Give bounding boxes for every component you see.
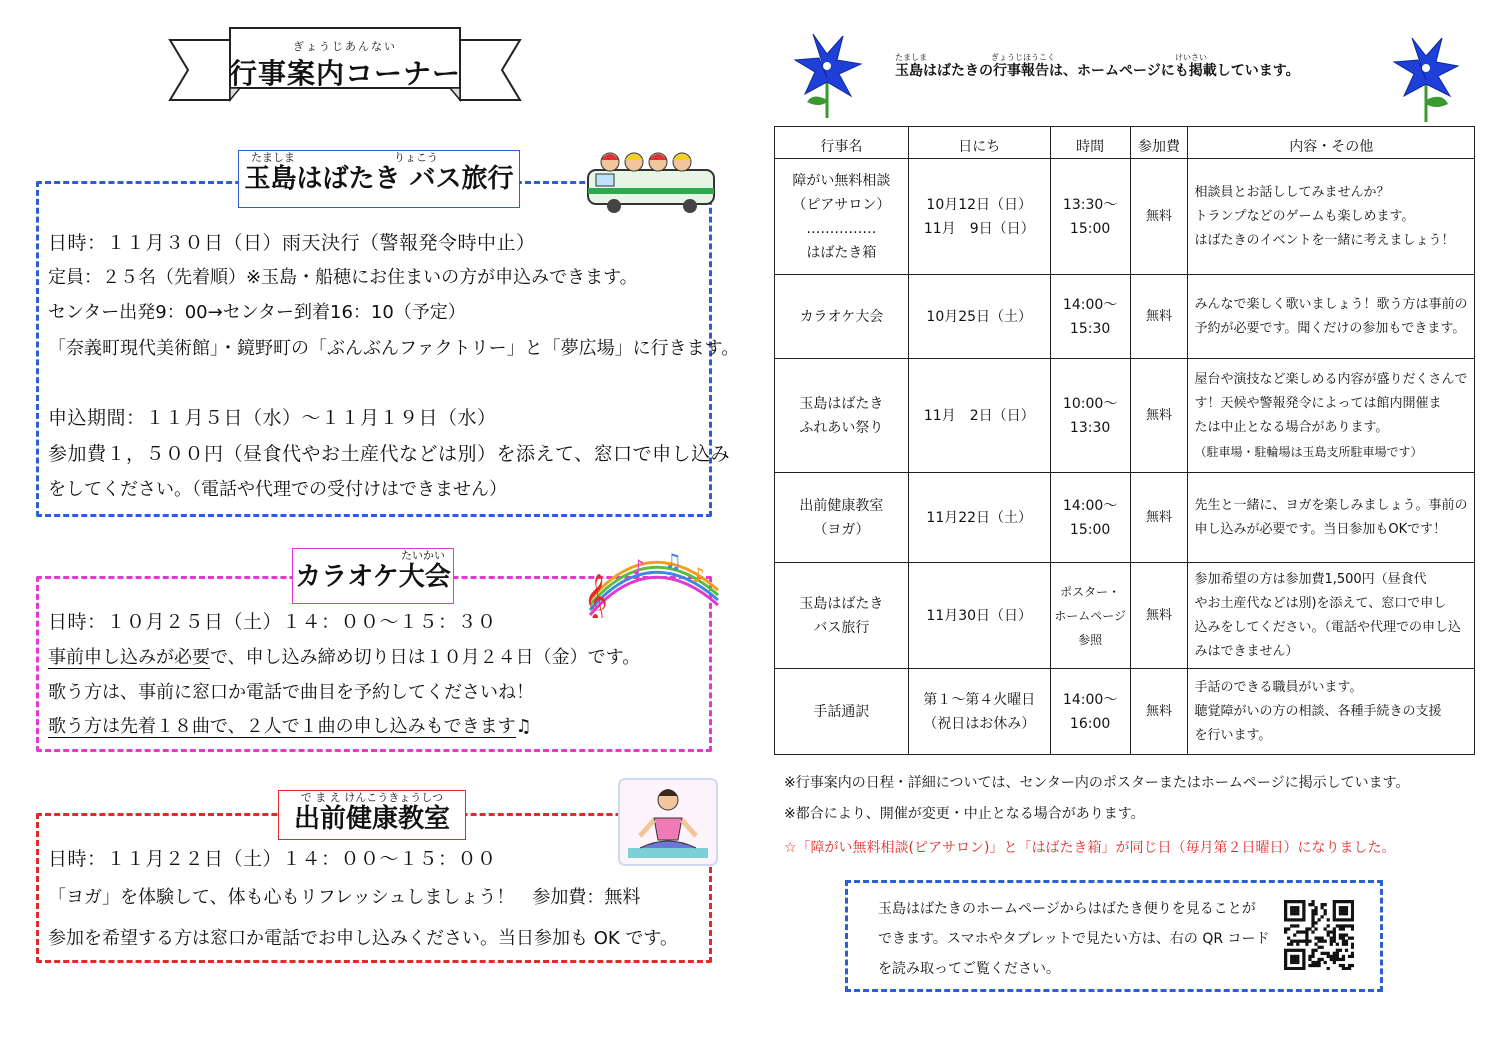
event-name-cell	[775, 359, 909, 473]
header-date: 日にち	[908, 127, 1050, 159]
karaoke-title-box	[292, 548, 454, 604]
time-line: ポスター・	[1060, 584, 1121, 599]
time-cell	[1050, 359, 1130, 473]
details-line: たは中止となる場合があります。	[1194, 419, 1389, 435]
health-line-application: 参加を希望する方は窓口か電話でお申し込みください。当日参加も OK です。	[48, 928, 678, 949]
details-line: 屋台や演技など楽しめる内容が盛りだくさんで	[1194, 371, 1468, 387]
event-name-line: 出前健康教室	[799, 497, 884, 514]
event-name-line: はばたき箱	[806, 244, 877, 261]
karaoke-line-deadline	[48, 648, 640, 668]
time-line: 16:00	[1069, 715, 1111, 732]
details-line: 予約が必要です。聞くだけの参加もできます。	[1194, 320, 1466, 336]
health-class-ruby: で ま え けんこうきょうしつ	[300, 791, 444, 804]
health-line-date: 日時：１１月２２日（土）１４：００～１５：００	[48, 848, 497, 870]
fee-cell: 無料	[1130, 473, 1188, 563]
table-row	[775, 359, 1475, 473]
health-line-description: 「ヨガ」を体験して、体も心もリフレッシュしましょう！ 参加費：無料	[48, 887, 641, 908]
details-cell	[1188, 159, 1475, 275]
report-ruby: たましま ぎょうじほうこく けいさい	[895, 53, 1207, 62]
header-event-name: 行事名	[775, 127, 909, 159]
time-cell	[1050, 275, 1130, 359]
header-time: 時間	[1050, 127, 1130, 159]
time-cell	[1050, 669, 1130, 755]
time-cell	[1050, 473, 1130, 563]
details-line: を行います。	[1194, 727, 1272, 743]
details-line: トランプなどのゲームも楽しめます。	[1194, 208, 1415, 224]
event-name-line: （ピアサロン）	[792, 196, 891, 213]
bus-trip-title-box	[238, 150, 520, 208]
bus-line-date: 日時：１１月３０日（日）雨天決行（警報発令時中止）	[48, 232, 536, 254]
health-class-title: 出前健康教室	[293, 804, 450, 834]
banner-ruby: ぎょうじあんない	[293, 40, 397, 53]
details-line: 申し込みが必要です。当日参加もOKです！	[1194, 521, 1447, 537]
details-cell	[1188, 563, 1475, 669]
svg-text:𝄞: 𝄞	[584, 574, 608, 618]
event-name-cell: カラオケ大会	[775, 275, 909, 359]
qr-text-line: 玉島はばたきのホームページからはばたき便りを見ることが	[878, 901, 1256, 917]
fee-cell: 無料	[1130, 669, 1188, 755]
karaoke-required-text: 事前申し込みが必要	[48, 647, 210, 668]
title-banner	[160, 18, 530, 110]
time-line: 13:30	[1069, 419, 1111, 436]
time-line: ホームページ	[1054, 608, 1126, 623]
date-line: 第１～第４火曜日	[923, 691, 1036, 708]
health-class-title-box	[278, 790, 466, 840]
event-name-cell	[775, 473, 909, 563]
karaoke-title: カラオケ大会	[295, 562, 451, 592]
details-line: 聴覚障がいの方の相談、各種手続きの支援	[1194, 703, 1442, 719]
date-cell	[908, 669, 1050, 755]
banner-title: 行事案内コーナー	[228, 57, 461, 90]
details-line: （駐車場・駐輪場は玉島支所駐車場です）	[1194, 444, 1423, 459]
details-line: 手話のできる職員がいます。	[1194, 679, 1363, 695]
table-header-row	[775, 127, 1475, 159]
bus-icon	[586, 150, 718, 218]
karaoke-deadline-text: で、申し込み締め切り日は１０月２４日（金）です。	[210, 647, 641, 668]
details-line: みんなで楽しく歌いましょう！歌う方は事前の	[1194, 296, 1468, 312]
details-cell	[1188, 275, 1475, 359]
fee-cell: 無料	[1130, 159, 1188, 275]
event-name-line: 玉島はばたき	[799, 395, 884, 412]
music-notes-icon	[580, 540, 722, 622]
event-name-cell	[775, 563, 909, 669]
time-line: 15:00	[1069, 220, 1111, 237]
date-line: （祝日はお休み）	[923, 715, 1036, 732]
time-line: 14:00～	[1062, 497, 1118, 514]
table-row	[775, 669, 1475, 755]
bus-line-application-period: 申込期間：１１月５日（水）～１１月１９日（水）	[48, 407, 497, 429]
date-cell: 11月22日（土）	[908, 473, 1050, 563]
details-line: 先生と一緒に、ヨガを楽しみましょう。事前の	[1194, 497, 1468, 513]
time-line: 14:00～	[1062, 296, 1118, 313]
time-line: 参照	[1078, 632, 1103, 647]
header-details: 内容・その他	[1188, 127, 1475, 159]
bellflower-icon-left	[793, 30, 863, 124]
fee-cell: 無料	[1130, 563, 1188, 669]
bus-line-destinations: 「奈義町現代美術館」・鏡野町の「ぶんぶんファクトリー」と「夢広場」に行きます。	[48, 338, 740, 359]
date-cell	[908, 159, 1050, 275]
svg-text:♪: ♪	[692, 563, 705, 587]
details-line: 参加希望の方は参加費1,500円（昼食代	[1194, 571, 1427, 587]
bellflower-icon-right	[1390, 34, 1460, 128]
fee-cell: 無料	[1130, 359, 1188, 473]
details-cell	[1188, 359, 1475, 473]
report-text: 玉島はばたきの行事報告は、ホームページにも掲載しています。	[895, 63, 1300, 79]
karaoke-line-reserve: 歌う方は、事前に窓口か電話で曲目を予約してくださいね！	[48, 682, 534, 703]
time-line: 15:30	[1069, 320, 1111, 337]
bus-line-schedule: センター出発9：00→センター到着16：10（予定）	[48, 302, 466, 323]
event-name-line: 障がい無料相談	[792, 172, 891, 189]
bus-line-capacity: 定員：２５名（先着順）※玉島・船穂にお住まいの方が申込みできます。	[48, 267, 638, 288]
yoga-icon	[618, 778, 718, 870]
time-line: 14:00～	[1062, 691, 1118, 708]
time-cell	[1050, 159, 1130, 275]
bus-line-fee: 参加費１，５００円（昼食代やお土産代などは別）を添えて、窓口で申し込み	[48, 443, 731, 465]
qr-code[interactable]	[1284, 900, 1354, 974]
date-cell: 11月30日（日）	[908, 563, 1050, 669]
svg-text:♪: ♪	[632, 555, 645, 579]
table-row	[775, 473, 1475, 563]
details-line: 相談員とお話ししてみませんか？	[1194, 184, 1390, 200]
date-cell: 10月25日（土）	[908, 275, 1050, 359]
table-row	[775, 275, 1475, 359]
details-line: 込みをしてください。（電話や代理での申し込	[1194, 619, 1461, 635]
karaoke-limit-text: 歌う方は先着１８曲で、２人で１曲の申し込みもできます	[48, 716, 516, 737]
time-cell	[1050, 563, 1130, 669]
details-line: はばたきのイベントを一緒に考えましょう！	[1194, 232, 1455, 248]
time-line: 13:30～	[1062, 196, 1118, 213]
event-name-line: ふれあい祭り	[799, 419, 884, 436]
schedule-table	[774, 126, 1475, 755]
bus-trip-ruby: たましま りょこう	[251, 151, 438, 164]
karaoke-line-limit	[48, 717, 532, 737]
note-peer-salon: ☆「障がい無料相談(ピアサロン)」と「はばたき箱」が同じ日（毎月第２日曜日）になりました。	[784, 840, 1396, 856]
details-line: やお土産代などは別)を添えて、窓口で申し	[1194, 595, 1447, 611]
note-schedule-details: ※行事案内の日程・詳細については、センター内のポスターまたはホームページに掲示しています。	[784, 775, 1410, 791]
qr-text-line: できます。スマホやタブレットで見たい方は、右の QR コード	[878, 931, 1270, 947]
table-row	[775, 159, 1475, 275]
note-changes: ※都合により、開催が変更・中止となる場合があります。	[784, 806, 1145, 822]
svg-text:♫: ♫	[664, 549, 682, 573]
karaoke-ruby: たいかい	[401, 549, 445, 562]
time-line: 15:00	[1069, 521, 1111, 538]
time-line: 10:00～	[1062, 395, 1118, 412]
event-name-line: ……………	[806, 220, 877, 237]
details-cell	[1188, 669, 1475, 755]
date-cell: 11月 2日（日）	[908, 359, 1050, 473]
qr-text-line: を読み取ってご覧ください。	[878, 961, 1060, 977]
header-fee: 参加費	[1130, 127, 1188, 159]
fee-cell: 無料	[1130, 275, 1188, 359]
event-name-line: （ヨガ）	[813, 521, 870, 538]
details-line: みはできません）	[1194, 643, 1299, 659]
details-cell	[1188, 473, 1475, 563]
music-note-icon: ♫	[515, 716, 532, 737]
date-line: 10月12日（日）	[926, 196, 1033, 213]
bus-trip-title: 玉島はばたき バス旅行	[244, 164, 514, 194]
bus-line-note: をしてください。（電話や代理での受付けはできません）	[48, 479, 507, 500]
event-name-cell: 手話通訳	[775, 669, 909, 755]
date-line: 11月 9日（日）	[923, 220, 1035, 237]
event-name-line: 玉島はばたき	[799, 595, 884, 612]
table-row	[775, 563, 1475, 669]
karaoke-line-date: 日時：１０月２５日（土）１４：００～１５：３０	[48, 611, 497, 633]
event-name-cell	[775, 159, 909, 275]
details-line: す！天候や警報発令によっては館内開催ま	[1194, 395, 1442, 411]
event-name-line: バス旅行	[813, 619, 870, 636]
